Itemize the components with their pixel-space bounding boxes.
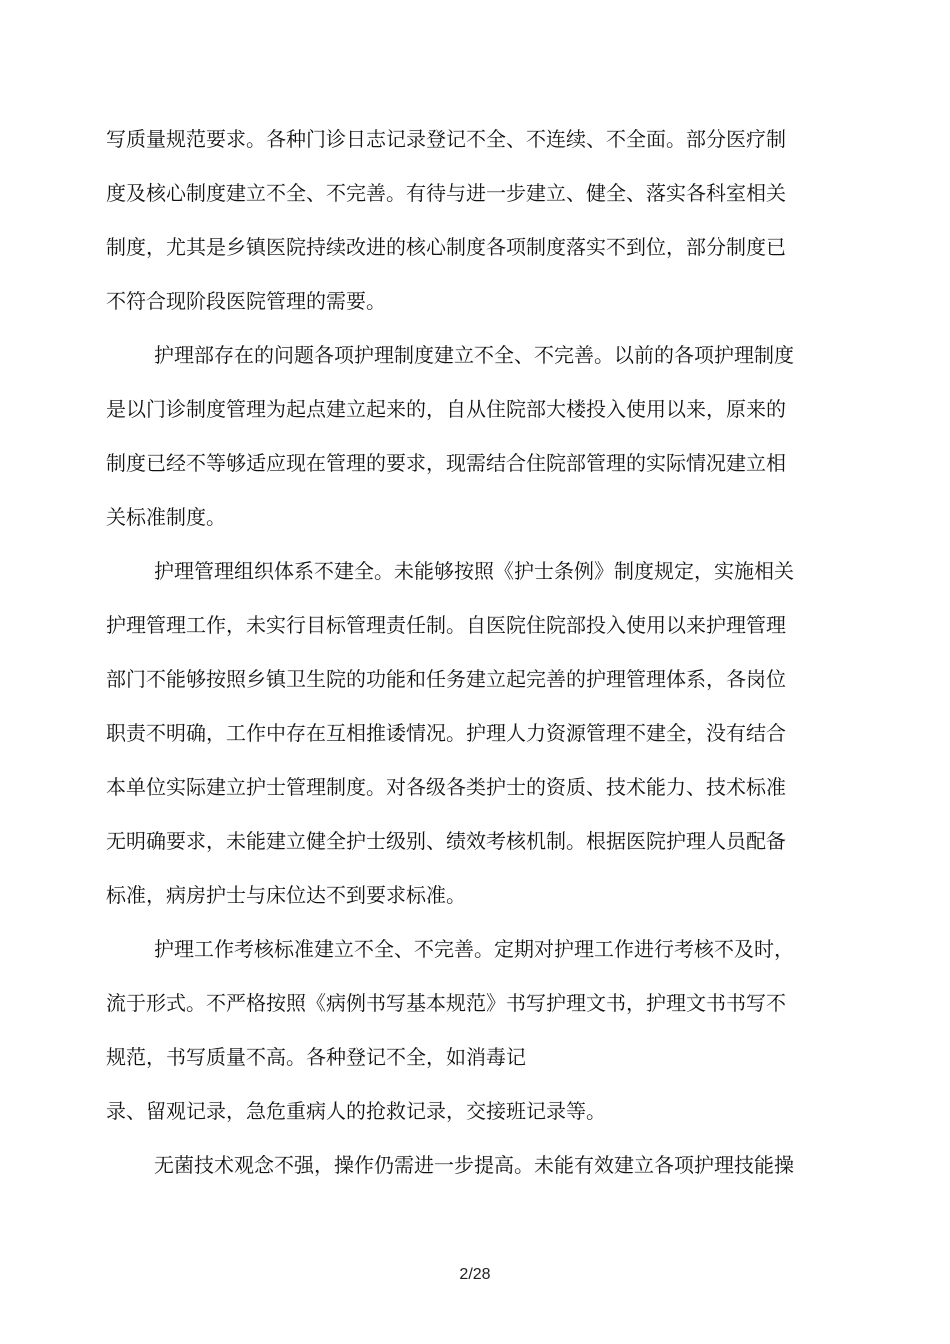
text-line: 护理工作考核标准建立不全、不完善。定期对护理工作进行考核不及时， (154, 937, 794, 961)
text-line: 无菌技术观念不强，操作仍需进一步提高。未能有效建立各项护理技能操 (154, 1153, 794, 1177)
page-number: 2/28 (459, 1266, 491, 1283)
text-line: 职责不明确，工作中存在互相推诿情况。护理人力资源管理不建全，没有结合 (106, 721, 786, 745)
text-line: 关标准制度。 (106, 505, 226, 529)
text-line: 部门不能够按照乡镇卫生院的功能和任务建立起完善的护理管理体系，各岗位 (106, 667, 786, 691)
text-line: 标准，病房护士与床位达不到要求标准。 (106, 883, 466, 907)
text-line: 制度，尤其是乡镇医院持续改进的核心制度各项制度落实不到位，部分制度已 (106, 235, 786, 259)
text-line: 护理管理组织体系不建全。未能够按照《护士条例》制度规定，实施相关 (154, 559, 794, 583)
text-line: 流于形式。不严格按照《病例书写基本规范》书写护理文书，护理文书书写不 (106, 991, 786, 1015)
text-line: 制度已经不等够适应现在管理的要求，现需结合住院部管理的实际情况建立相 (106, 451, 786, 475)
text-line: 度及核心制度建立不全、不完善。有待与进一步建立、健全、落实各科室相关 (106, 181, 786, 205)
text-line: 护理部存在的问题各项护理制度建立不全、不完善。以前的各项护理制度 (154, 343, 794, 367)
text-line: 本单位实际建立护士管理制度。对各级各类护士的资质、技术能力、技术标准 (106, 775, 786, 799)
text-line: 无明确要求，未能建立健全护士级别、绩效考核机制。根据医院护理人员配备 (106, 829, 786, 853)
text-line: 录、留观记录，急危重病人的抢救记录，交接班记录等。 (106, 1099, 606, 1123)
text-line: 是以门诊制度管理为起点建立起来的，自从住院部大楼投入使用以来，原来的 (106, 397, 786, 421)
text-line: 规范，书写质量不高。各种登记不全，如消毒记 (106, 1045, 526, 1069)
text-line: 写质量规范要求。各种门诊日志记录登记不全、不连续、不全面。部分医疗制 (106, 127, 786, 151)
text-line: 护理管理工作，未实行目标管理责任制。自医院住院部投入使用以来护理管理 (106, 613, 786, 637)
text-line: 不符合现阶段医院管理的需要。 (106, 289, 386, 313)
